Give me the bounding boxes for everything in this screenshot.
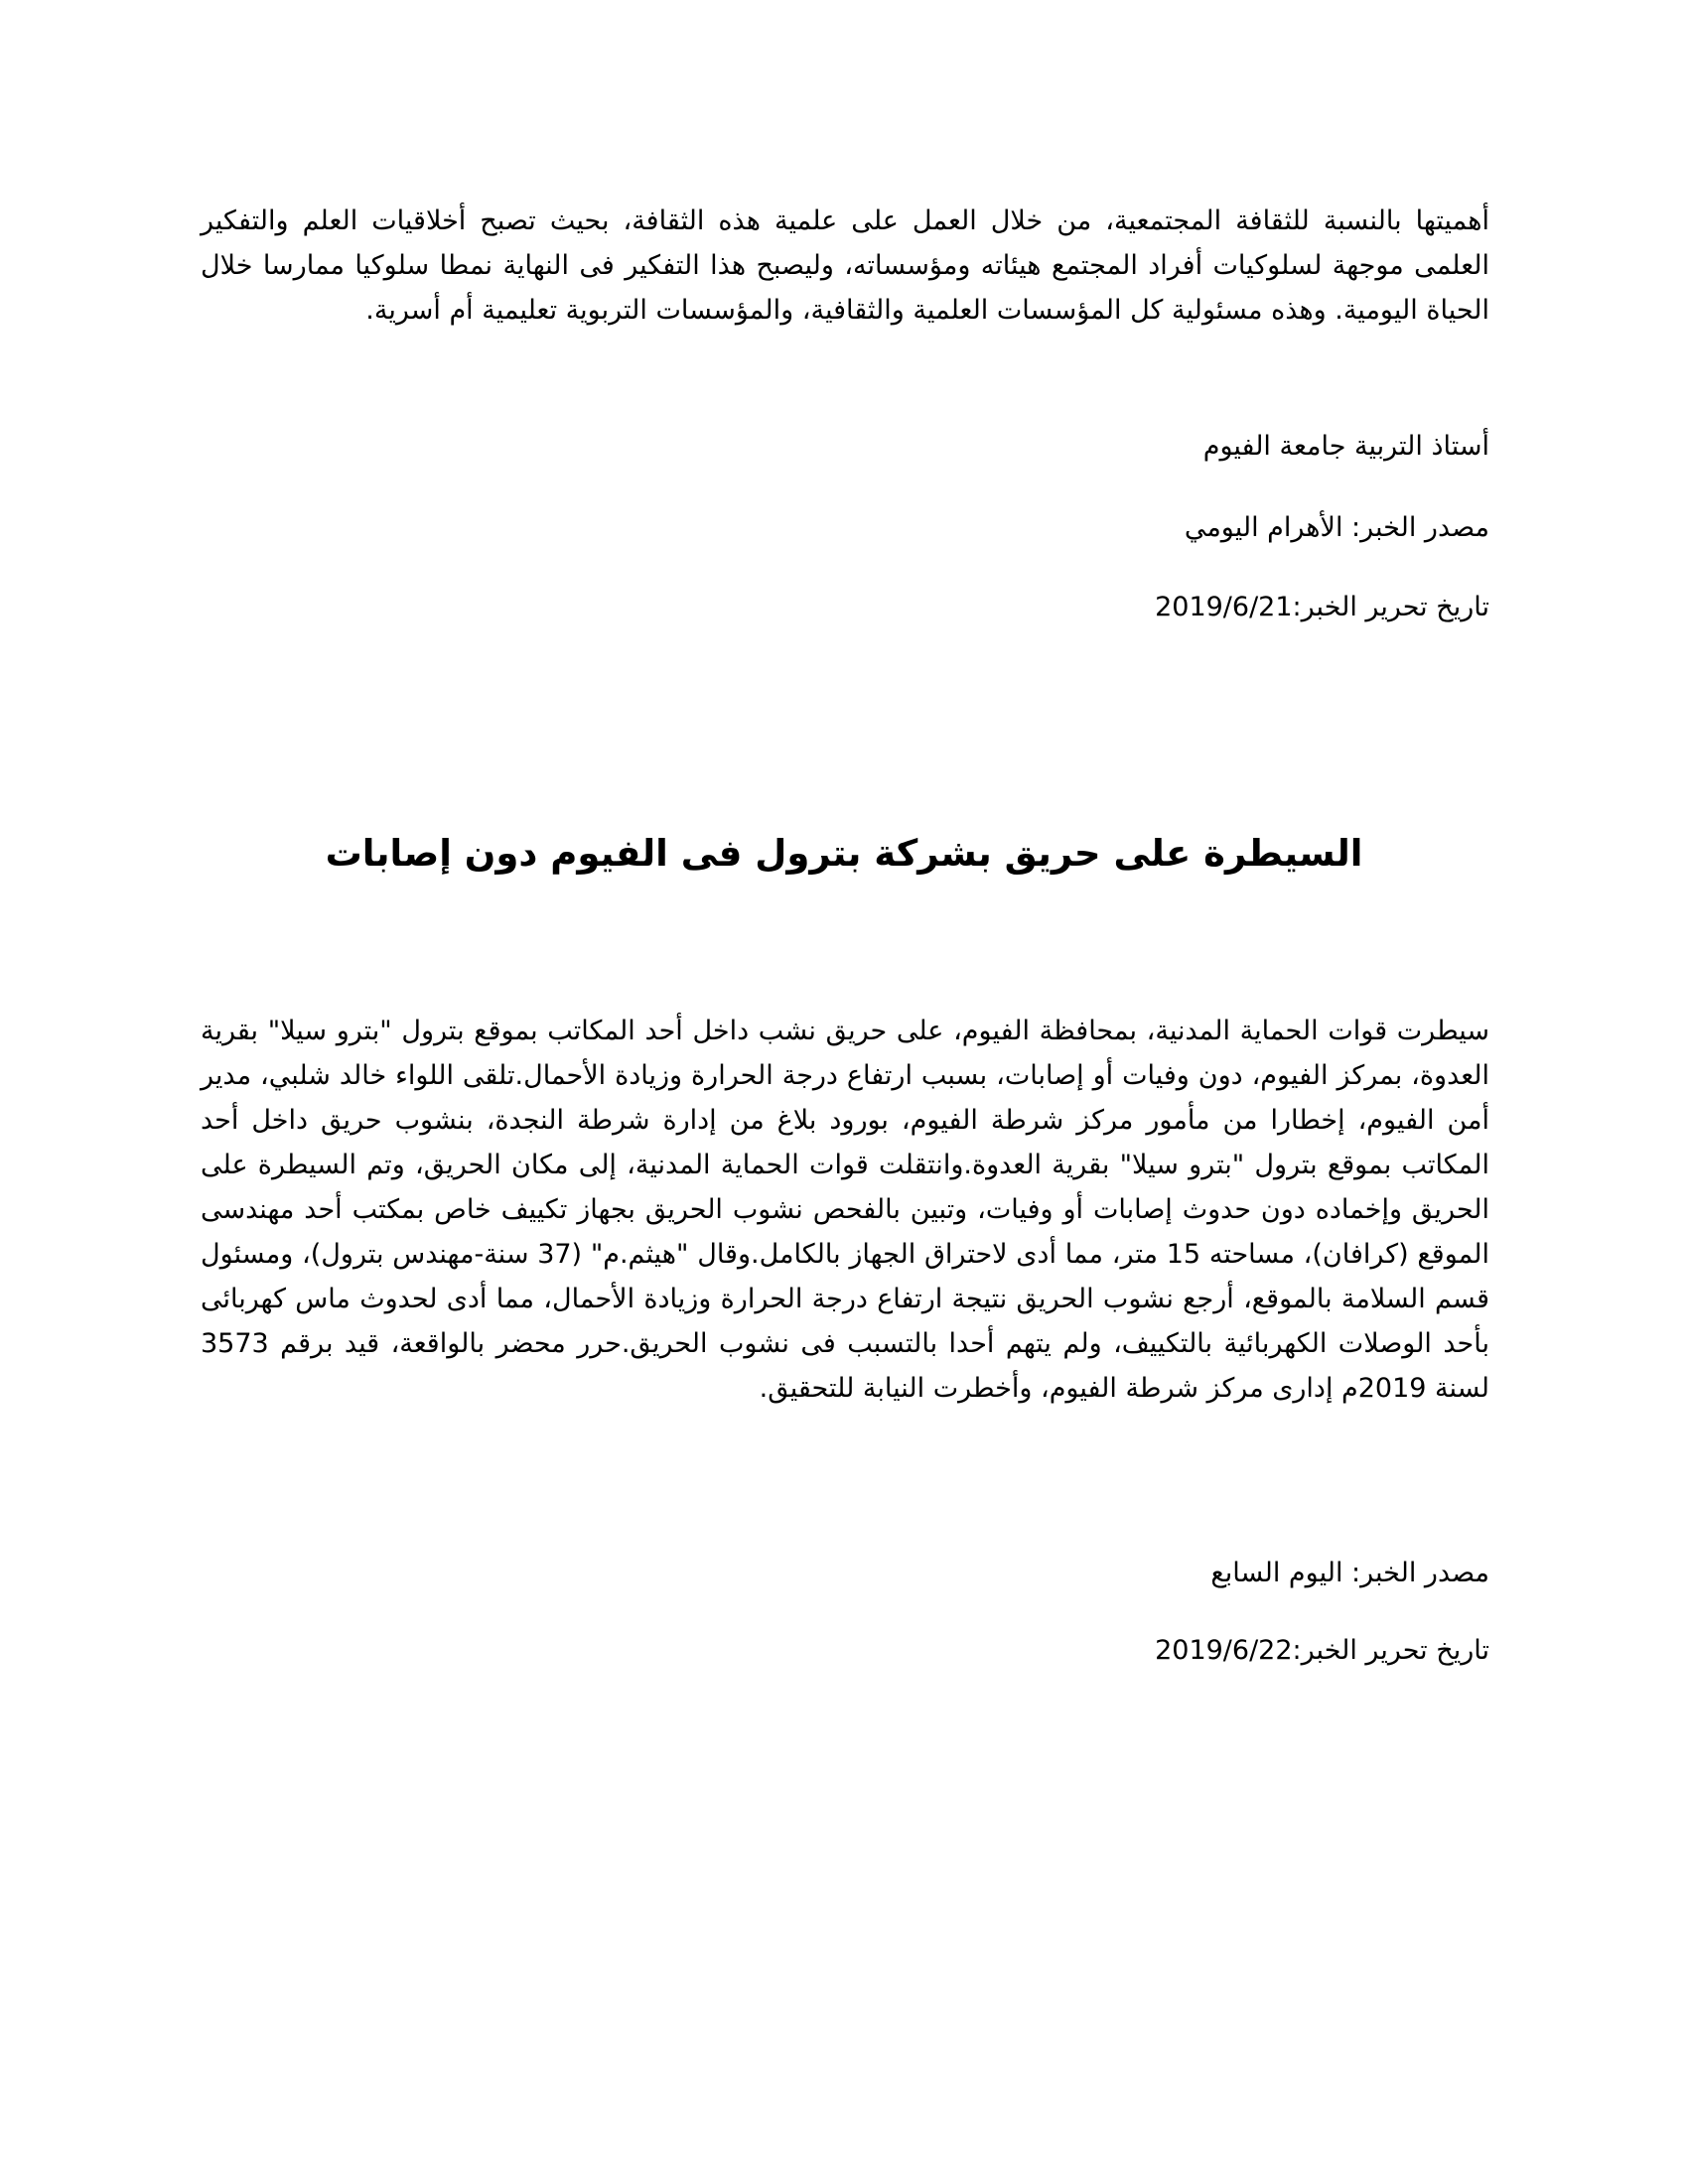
article-2-source-line: مصدر الخبر: اليوم السابع [1210,1558,1489,1588]
article-2-date-line: تاريخ تحرير الخبر:2019/6/22 [1155,1635,1489,1666]
article-1-body-paragraph: أهميتها بالنسبة للثقافة المجتمعية، من خلال العمل على علمية هذه الثقافة، بحيث تصبح أخلاقيات العلم والتفكير العلمى موجهة لسلوكيات أفراد المجتمع هيئاته ومؤسساته، وليصبح هذا التفكير فى النهاية نمطا سلوكيا ممارسا خلال الحياة اليومية. وهذه مسئولية كل المؤسسات العلمية والثقافية، والمؤسسات التربوية تعليمية أم أسرية. [201,205,1489,326]
article-2-body-paragraph: سيطرت قوات الحماية المدنية، بمحافظة الفيوم، على حريق نشب داخل أحد المكاتب بموقع بترول "بترو سيلا" بقرية العدوة، بمركز الفيوم، دون وفيات أو إصابات، بسبب ارتفاع درجة الحرارة وزيادة الأحمال.تلقى اللواء خالد شلبي، مدير أمن الفيوم، إخطارا من مأمور مركز شرطة الفيوم، بورود بلاغ من إدارة شرطة النجدة، بنشوب حريق داخل أحد المكاتب بموقع بترول "بترو سيلا" بقرية العدوة.وانتقلت قوات الحماية المدنية، إلى مكان الحريق، وتم السيطرة على الحريق وإخماده دون حدوث إصابات أو وفيات، وتبين بالفحص نشوب الحريق بجهاز تكييف خاص بمكتب أحد مهندسى الموقع (كرافان)، مساحته 15 متر، مما أدى لاحتراق الجهاز بالكامل.وقال "هيثم.م" (37 سنة-مهندس بترول)، ومسئول قسم السلامة بالموقع، أرجع نشوب الحريق نتيجة ارتفاع درجة الحرارة وزيادة الأحمال، مما أدى لحدوث ماس كهربائى بأحد الوصلات الكهربائية بالتكييف، ولم يتهم أحدا بالتسبب فى نشوب الحريق.حرر محضر بالواقعة، قيد برقم 3573 لسنة 2019م إدارى مركز شرطة الفيوم، وأخطرت النيابة للتحقيق. [201,1016,1489,1404]
article-2-headline: السيطرة على حريق بشركة بترول فى الفيوم دون إصابات [325,832,1363,875]
article-1-source-line: مصدر الخبر: الأهرام اليومي [1184,512,1489,543]
article-1-author-line: أستاذ التربية جامعة الفيوم [1202,431,1489,462]
article-1-date-line: تاريخ تحرير الخبر:2019/6/21 [1155,592,1489,622]
